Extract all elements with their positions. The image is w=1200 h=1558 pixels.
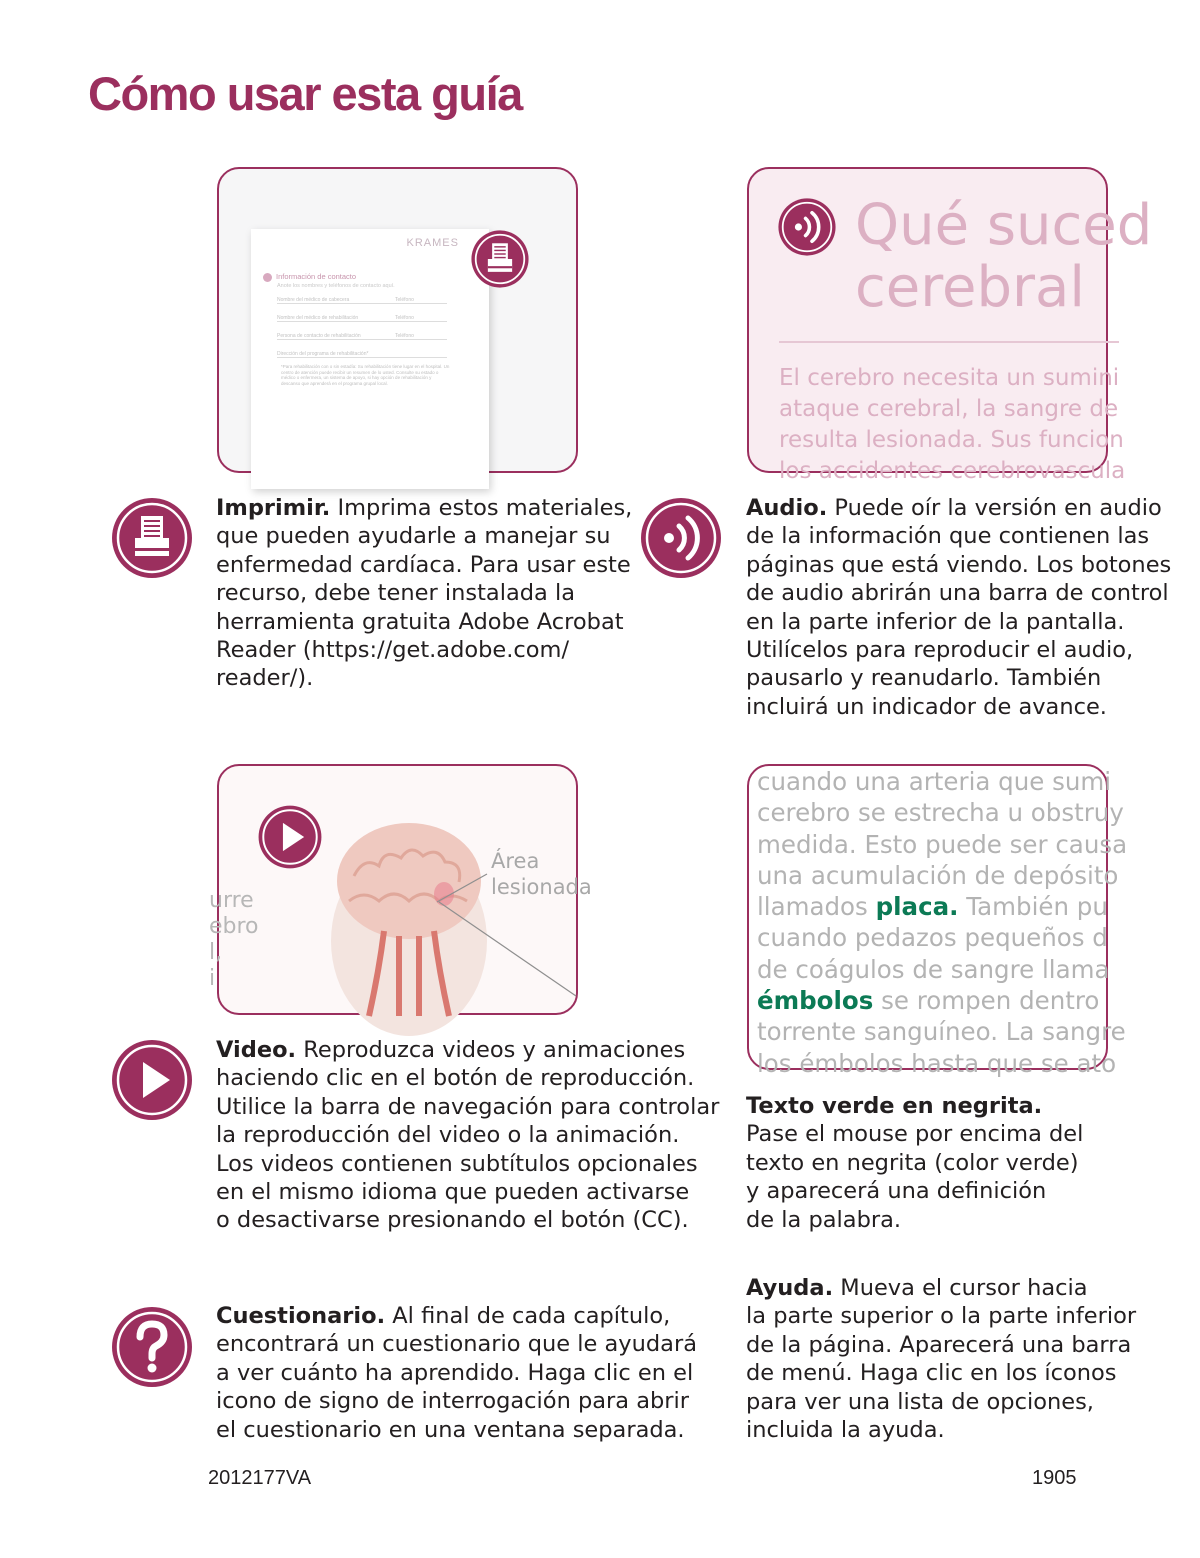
document-code: 2012177VA (208, 1467, 312, 1489)
print-thumbnail (217, 167, 578, 473)
green-text-thumbnail (747, 764, 1128, 1078)
audio-heading-line1: Qué suced (855, 193, 1153, 258)
document-row: Dirección del programa de rehabilitación* (277, 351, 447, 358)
document-section-title (263, 272, 356, 282)
play-icon[interactable] (257, 804, 323, 870)
help-label: Ayuda. (746, 1275, 834, 1301)
green-text-label: Texto verde en negrita. (746, 1093, 1043, 1119)
video-description: Video. Reproduzca videos y animaciones haciendo clic en el botón de reproducción. Utilice la barra de navegación para controlar la reproducción del video o la animación. Los videos contienen subtítulos opcionales en el mismo idioma que pueden activarse o desactivarse presionando el botón (CC). (216, 1037, 720, 1234)
audio-heading-line2: cerebral (855, 255, 1085, 320)
green-text-description: Texto verde en negrita. Pase el mouse por encima del texto en negrita (color verde) y aparecerá una definición de la palabra. (746, 1093, 1084, 1233)
glossary-term[interactable]: émbolos (757, 986, 874, 1016)
print-label: Imprimir. (216, 495, 331, 521)
help-description: Ayuda. Mueva el cursor hacia la parte superior o la parte inferior de la página. Aparecerá una barra de menú. Haga clic en los íconos para ver una lista de opciones, incluida la ayuda. (746, 1275, 1137, 1444)
document-row: Nombre del médico de rehabilitación Teléfono (277, 315, 447, 322)
cut-off-text: urre ebro l, i (209, 888, 259, 991)
quiz-label: Cuestionario. (216, 1303, 386, 1329)
divider (779, 341, 1119, 343)
page-title: Cómo usar esta guía (88, 67, 522, 120)
audio-icon[interactable] (639, 496, 723, 580)
document-subtitle: Anote los nombres y teléfonos de contacto aquí. (277, 283, 395, 289)
document-row: Nombre del médico de cabecera Teléfono (277, 297, 447, 304)
document-row: Persona de contacto de rehabilitación Teléfono (277, 333, 447, 340)
audio-description: Audio. Puede oír la versión en audio de la información que contienen las páginas que está viendo. Los botones de audio abrirán una barra de control en la parte inferior de la pantalla. Utilícelos para reproducir el audio, pausarlo y reanudarlo. También incluirá un indicador de avance. (746, 495, 1172, 720)
video-thumbnail (209, 764, 592, 1015)
document-fine-print: *Para rehabilitación con o sin estadía: Su rehabilitación tiene lugar en el hospital. Un centro de atención puede recibir un resumen de lo usted. Consulte su estado o médico o enfermera, un sistema de apoyo, si hay opción de rehabilitación y descanso que aprenderá en el programa grupal local. (281, 364, 450, 386)
audio-label: Audio. (746, 495, 828, 521)
print-icon[interactable] (110, 496, 194, 580)
glossary-term[interactable]: placa. (875, 892, 959, 922)
print-icon[interactable] (470, 229, 530, 289)
page-number: 1905 (1032, 1467, 1077, 1489)
question-icon[interactable] (110, 1305, 194, 1389)
video-label: Video. (216, 1037, 297, 1063)
document-brand: KRAMES (406, 237, 459, 249)
audio-body-text: El cerebro necesita un sumini ataque cerebral, la sangre de resulta lesionada. Sus funcion los accidentes cerebrovascula (779, 365, 1126, 484)
audio-icon[interactable] (777, 197, 837, 257)
print-description: Imprimir. Imprima estos materiales, que pueden ayudarle a manejar su enfermedad cardíaca. Para usar este recurso, debe tener instalada la herramienta gratuita Adobe Acrobat Reader (https://get.adobe.com/ reader/). (216, 495, 633, 692)
play-icon[interactable] (110, 1038, 194, 1122)
document-section-text: Información de contacto (276, 272, 357, 281)
area-label: Área lesionada (491, 849, 592, 899)
green-text-sample: cuando una arteria que sumi cerebro se estrecha u obstruy medida. Esto puede ser causa una acumulación de depósito llamados placa. También pu cuando pedazos pequeños d de coágulos de sangre llama émbolos se rompen dentro torrente sanguíneo. La sangre los émbolos hasta que se ato (757, 767, 1128, 1078)
audio-thumbnail (747, 167, 1153, 484)
printable-document-preview (251, 229, 489, 489)
quiz-description: Cuestionario. Al final de cada capítulo, encontrará un cuestionario que le ayudará a ver cuánto ha aprendido. Haga clic en el icono de signo de interrogación para abrir el cuestionario en una ventana separada. (216, 1303, 697, 1443)
